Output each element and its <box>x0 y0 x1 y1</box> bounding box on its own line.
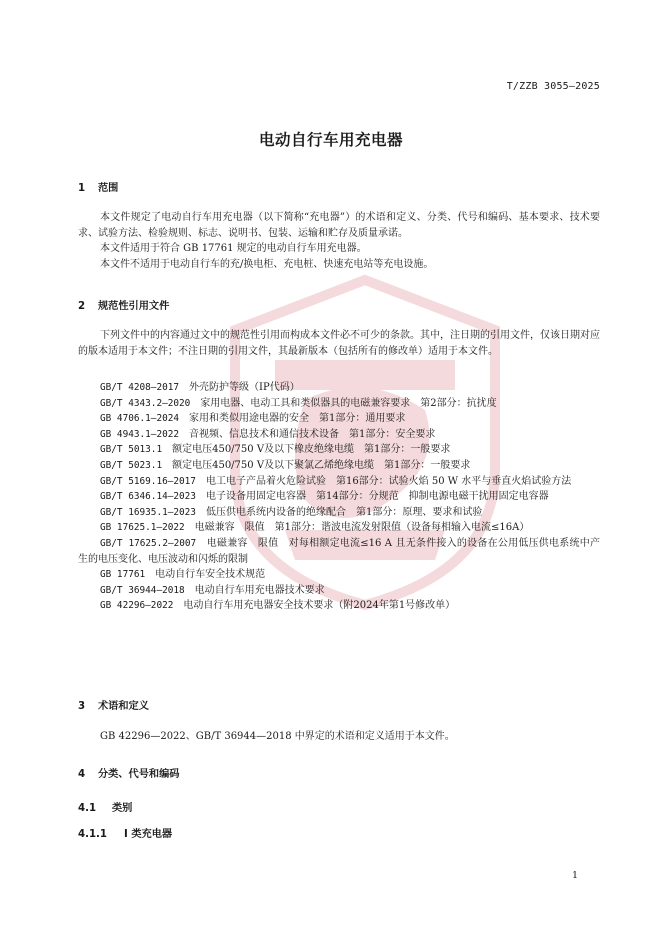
reference-code: GB/T 6346.14—2023 <box>100 491 196 503</box>
section-number: 4 <box>78 769 86 780</box>
reference-code: GB/T 5013.1 <box>100 444 163 456</box>
terms-paragraph: GB 42296—2022、GB/T 36944—2018 中界定的术语和定义适用于本文件。 <box>100 731 455 742</box>
reference-code: GB 17761 <box>100 569 146 581</box>
section-number: 4.1.1 <box>78 829 108 840</box>
normative-references-list <box>78 380 600 614</box>
reference-item <box>78 396 600 412</box>
references-intro: 下列文件中的内容通过文中的规范性引用而构成本文件必不可少的条款。其中，注日期的引用文件，仅该日期对应的版本适用于本文件；不注日期的引用文件，其最新版本（包括所有的修改单）适用于本文件。 <box>78 330 600 357</box>
scope-paragraph-3: 本文件不适用于电动自行车的充/换电柜、充电桩、快速充电站等充电设施。 <box>100 259 434 270</box>
reference-item <box>78 583 600 599</box>
reference-title: 外壳防护等级（IP代码） <box>189 382 300 393</box>
reference-title: 电动自行车用充电器技术要求 <box>194 584 325 596</box>
reference-title: 额定电压450/750 V及以下聚氯乙烯绝缘电缆 第1部分：一般要求 <box>172 459 471 471</box>
reference-title: 额定电压450/750 V及以下橡皮绝缘电缆 第1部分：一般要求 <box>172 444 451 456</box>
reference-item <box>78 411 600 427</box>
reference-title: 电工电子产品着火危险试验 第16部分：试验火焰 50 W 水平与垂直火焰试验方法 <box>205 475 572 487</box>
document-title: 电动自行车用充电器 <box>258 131 403 149</box>
reference-item <box>78 598 600 614</box>
reference-item <box>78 442 600 458</box>
section-number: 3 <box>78 701 86 712</box>
section-title: 术语和定义 <box>98 701 149 712</box>
reference-item <box>78 427 600 443</box>
reference-title: 低压供电系统内设备的绝缘配合 第1部分：原理、要求和试验 <box>205 506 483 518</box>
reference-item <box>78 520 600 536</box>
reference-title: 电动自行车用充电器安全技术要求（附2024年第1号修改单） <box>183 600 456 612</box>
section-2-heading <box>78 297 169 312</box>
section-title: 类别 <box>112 803 133 814</box>
reference-item <box>78 489 600 505</box>
reference-item <box>78 380 600 396</box>
page-number: 1 <box>571 870 578 881</box>
section-4-heading <box>78 765 180 780</box>
section-title: 规范性引用文件 <box>98 301 170 312</box>
reference-item <box>78 536 600 567</box>
section-number: 2 <box>78 301 86 312</box>
scope-paragraph-2: 本文件适用于符合 GB 17761 规定的电动自行车用充电器。 <box>100 243 367 254</box>
section-title: 范围 <box>98 183 119 194</box>
reference-title: 电磁兼容 限值 对每相额定电流≤16 A 且无条件接入的设备在公用低压供电系统中产生的电压变化、电压波动和闪烁的限制 <box>78 537 601 565</box>
reference-item <box>78 505 600 521</box>
reference-title: 家用电器、电动工具和类似器具的电磁兼容要求 第2部分：抗扰度 <box>200 397 497 409</box>
reference-code: GB/T 36944—2018 <box>100 584 185 596</box>
reference-code: GB 17625.1—2022 <box>100 522 185 534</box>
reference-title: 家用和类似用途电器的安全 第1部分：通用要求 <box>189 413 406 425</box>
scope-paragraph-1: 本文件规定了电动自行车用充电器（以下简称“充电器”）的术语和定义、分类、代号和编码、基本要求、技术要求、试验方法、检验规则、标志、说明书、包装、运输和贮存及质量承诺。 <box>78 212 600 239</box>
reference-code: GB 4706.1—2024 <box>100 413 180 425</box>
reference-code: GB/T 16935.1—2023 <box>100 506 196 518</box>
reference-item <box>78 567 600 583</box>
reference-item <box>78 474 600 490</box>
reference-code: GB/T 17625.2—2007 <box>100 537 197 549</box>
section-title: 分类、代号和编码 <box>98 769 180 780</box>
reference-title: 音视频、信息技术和通信技术设备 第1部分：安全要求 <box>189 428 436 440</box>
reference-title: 电动自行车安全技术规范 <box>155 569 266 581</box>
section-3-heading <box>78 697 149 712</box>
reference-title: 电磁兼容 限值 第1部分：谐波电流发射限值（设备每相输入电流≤16A） <box>194 522 530 534</box>
reference-code: GB/T 5023.1 <box>100 459 163 471</box>
section-4-1-heading <box>78 799 132 814</box>
reference-code: GB/T 5169.16—2017 <box>100 475 196 487</box>
reference-code: GB/T 4343.2—2020 <box>100 397 191 409</box>
section-title: Ⅰ 类充电器 <box>124 829 173 840</box>
reference-code: GB/T 4208—2017 <box>100 382 180 393</box>
reference-title: 电子设备用固定电容器 第14部分：分规范 抑制电源电磁干扰用固定电容器 <box>205 491 549 503</box>
section-4-1-1-heading <box>78 825 172 840</box>
document-code: T/ZZB 3055—2025 <box>506 81 600 92</box>
reference-code: GB 4943.1—2022 <box>100 428 180 440</box>
section-number: 4.1 <box>78 803 97 814</box>
reference-code: GB 42296—2022 <box>100 600 174 612</box>
section-1-heading <box>78 179 118 194</box>
reference-item <box>78 458 600 474</box>
section-number: 1 <box>78 183 86 194</box>
